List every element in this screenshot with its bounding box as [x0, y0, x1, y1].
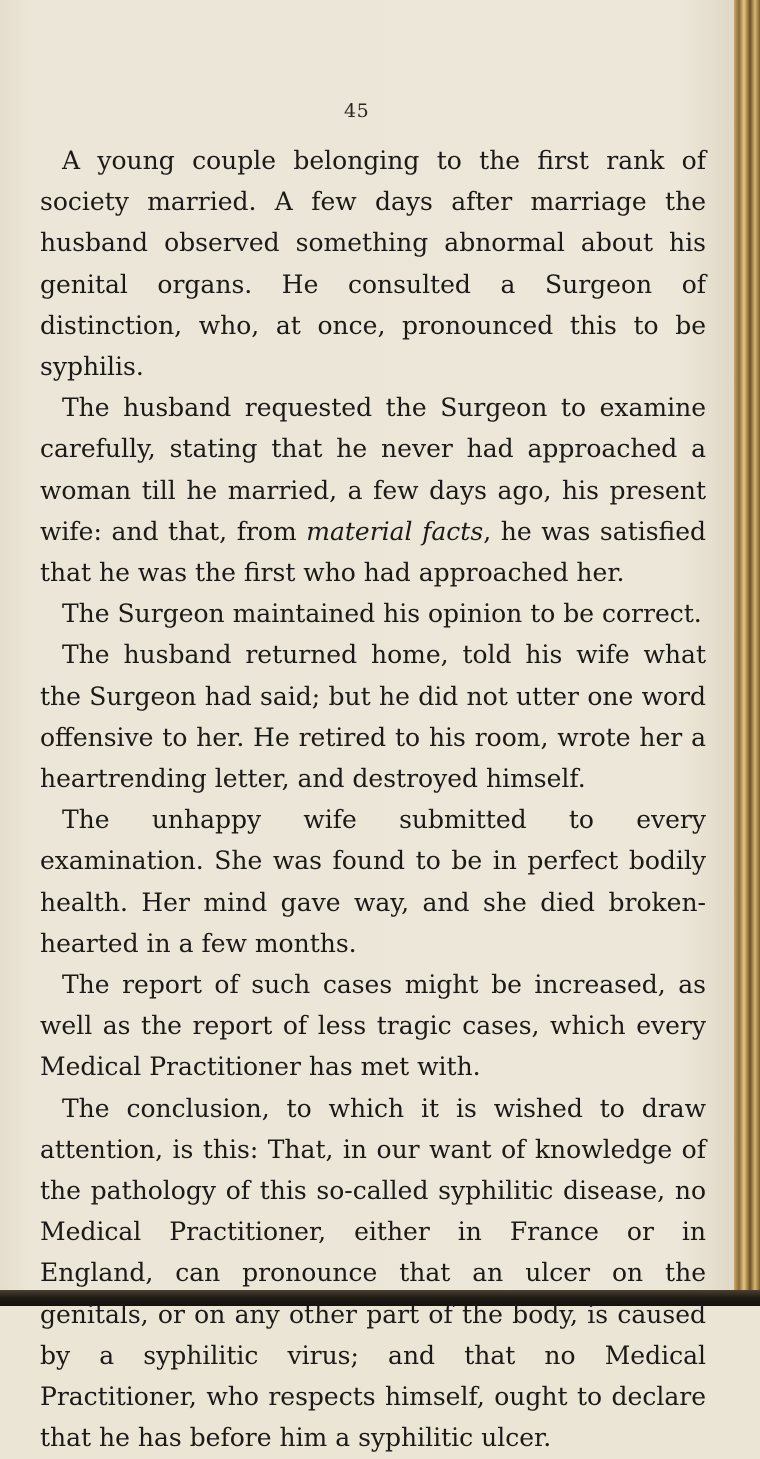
- paragraph-2-end: , he was satisfied that he was the first who had approached her.: [40, 516, 707, 588]
- paragraph-2: [40, 387, 706, 593]
- book-binding-edge: [734, 0, 760, 1306]
- paragraph-2-start: The husband requested the Surgeon to examine carefully, stating that he never had approached a woman till he married, a few days ago, his present wife: and that, from: [40, 393, 706, 546]
- paragraph-3: The Surgeon maintained his opinion to be correct.: [62, 599, 702, 629]
- paragraph-5: The unhappy wife submitted to every examination. She was found to be in perfect bodily health. Her mind gave way, and she died broken-hearted in a few months.: [40, 805, 706, 958]
- page-number: 45: [344, 100, 370, 122]
- paragraph-6: The report of such cases might be increased, as well as the report of less tragic cases, which every Medical Practitioner has met with.: [40, 970, 706, 1082]
- body-text: [40, 140, 706, 1459]
- paragraph-2-emphasis: material facts: [306, 516, 484, 546]
- paragraph-7: The conclusion, to which it is wished to draw attention, is this: That, in our want of knowledge of the pathology of this so-called syphilitic disease, no Medical Practitioner, either in France or in England, can pronounce that an ulcer on the genitals, or on any other part of the body, is caused by a syphilitic virus; and that no Medical Practitioner, who respects himself, ought to declare that he has before him a syphilitic ulcer.: [40, 1093, 706, 1453]
- paragraph-1: A young couple belonging to the first rank of society married. A few days after marriage the husband observed something abnormal about his genital organs. He consulted a Surgeon of distinction, who, at once, pronounced this to be syphilis.: [40, 146, 706, 382]
- paragraph-4: The husband returned home, told his wife what the Surgeon had said; but he did not utter one word offensive to her. He retired to his room, wrote her a heartrending letter, and destroyed himself.: [40, 640, 706, 794]
